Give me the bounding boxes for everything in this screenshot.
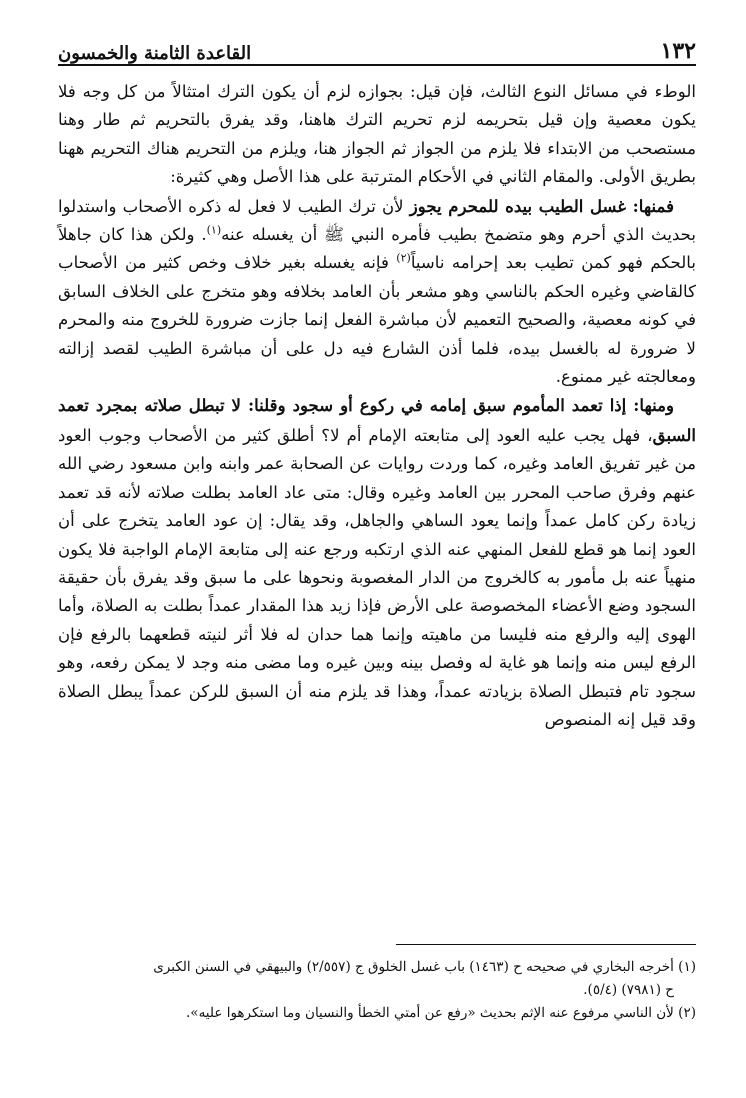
paragraph bbox=[58, 78, 696, 192]
page-number: ١٣٢ bbox=[660, 38, 696, 64]
paragraph-text: ، فهل يجب عليه العود إلى متابعته الإمام أم لا؟ أطلق كثير من الأصحاب وجوب العود من غير تفريق العامد وغيره، كما وردت روايات عن الصحابة عمر وابنه وابن مسعود رضي الله عنهم وفرق صاحب المحرر بين العامد وغيره وقال: متى عاد العامد بطلت صلاته لأنه قد تعمد زيادة ركن كامل عمداً وإنما يعود الساهي والجاهل، وقد يقال: إن عود العامد يتخرج على أن العود إنما هو قطع للفعل المنهي عنه الذي ارتكبه ورجع عنه إلى متابعة الإمام الواجبة فلا يكون منهياً عنه بل مأمور به كالخروج من الدار المغصوبة ونحوها على ما سبق وقد يفرق بأن حقيقة السجود وضع الأعضاء المخصوصة على الأرض فإذا زيد هذا المقدار عمداً بطلت به الصلاة، وأما الهوى إليه والرفع منه فليسا من ماهيته وإنما هما حدان له فلا أثر لنيته قطعهما بالرفع فإن الرفع ليس منه وإنما هو غاية له وفصل بينه وبين غيره وما مضى منه وجد لا يمكن رفعه، وهو سجود تام فتبطل الصلاة بزيادته عمداً، وهذا قد يلزم منه أن السبق للركن عمداً يبطل الصلاة وقد قيل إنه المنصوص bbox=[58, 425, 696, 729]
paragraph-text: لأن ترك الطيب لا فعل له ذكره الأصحاب واستدلوا بحديث الذي أحرم وهو متضمخ بطيب فأمره النبي ﷺ أن يغسله عنه bbox=[58, 196, 696, 245]
footnote-ref[interactable]: (١) bbox=[206, 223, 222, 237]
paragraph-text: فإنه يغسله بغير خلاف وخص كثير من الأصحاب كالقاضي وغيره الحكم بالناسي وهو مشعر بأن العامد بخلافه وهو متخرج على الخلاف السابق في كونه معصية، والصحيح التعميم لأن مباشرة الفعل إنما جازت ضرورة للخروج منه والمحرم لا ضرورة له بالغسل بيده، فلما أذن الشارع فيه دل على أن مباشرة الطيب لقصد إزالته ومعالجته غير ممنوع. bbox=[58, 253, 696, 387]
main-text bbox=[58, 78, 696, 734]
footnote-ref[interactable]: (٢) bbox=[396, 251, 411, 265]
footnote bbox=[58, 1002, 696, 1025]
footnote bbox=[58, 979, 696, 1002]
footnote-text: (٢) لأن الناسي مرفوع عنه الإثم بحديث «رفع عن أمتي الخطأ والنسيان وما استكرهوا عليه». bbox=[186, 1005, 696, 1021]
paragraph-lead: فمنها: غسل الطيب بيده للمحرم يجوز bbox=[409, 195, 674, 216]
paragraph bbox=[58, 192, 696, 392]
footnotes bbox=[58, 956, 696, 1025]
paragraph-text: . ولكن هذا كان جاهلاً بالحكم فهو كمن تطيب بعد إحرامه ناسياً bbox=[58, 225, 696, 273]
footnote-divider bbox=[396, 944, 696, 945]
running-title: القاعدة الثامنة والخمسون bbox=[58, 43, 252, 64]
paragraph bbox=[58, 391, 696, 734]
footnote-text: (١) أخرجه البخاري في صحيحه ح (١٤٦٣) باب غسل الخلوق ج (٢/٥٥٧) والبيهقي في السنن الكبرى bbox=[153, 959, 696, 975]
paragraph-text: الوطء في مسائل النوع الثالث، فإن قيل: بجوازه لزم أن يكون الترك امتثالاً من كل وجه فلا يكون معصية وإن قيل بتحريمه لزم تحريم الترك هاهنا، وقد يفرق بالتحريم ثم طار وهنا مستصحب من الابتداء فلا يلزم من الجواز ثم الجواز هنا، ويلزم من التحريم هناك التحريم ههنا بطريق الأولى. والمقام الثاني في الأحكام المترتبة على هذا الأصل وهي كثيرة: bbox=[58, 82, 696, 187]
footnote bbox=[58, 956, 696, 979]
paragraph-lead: ومنها: إذا تعمد المأموم سبق إمامه في ركوع أو سجود وقلنا: لا تبطل صلاته بمجرد تعمد السبق bbox=[58, 395, 696, 445]
footnote-text: ح (٧٩٨١) (٥/٤). bbox=[583, 982, 674, 998]
page-header bbox=[58, 30, 696, 66]
